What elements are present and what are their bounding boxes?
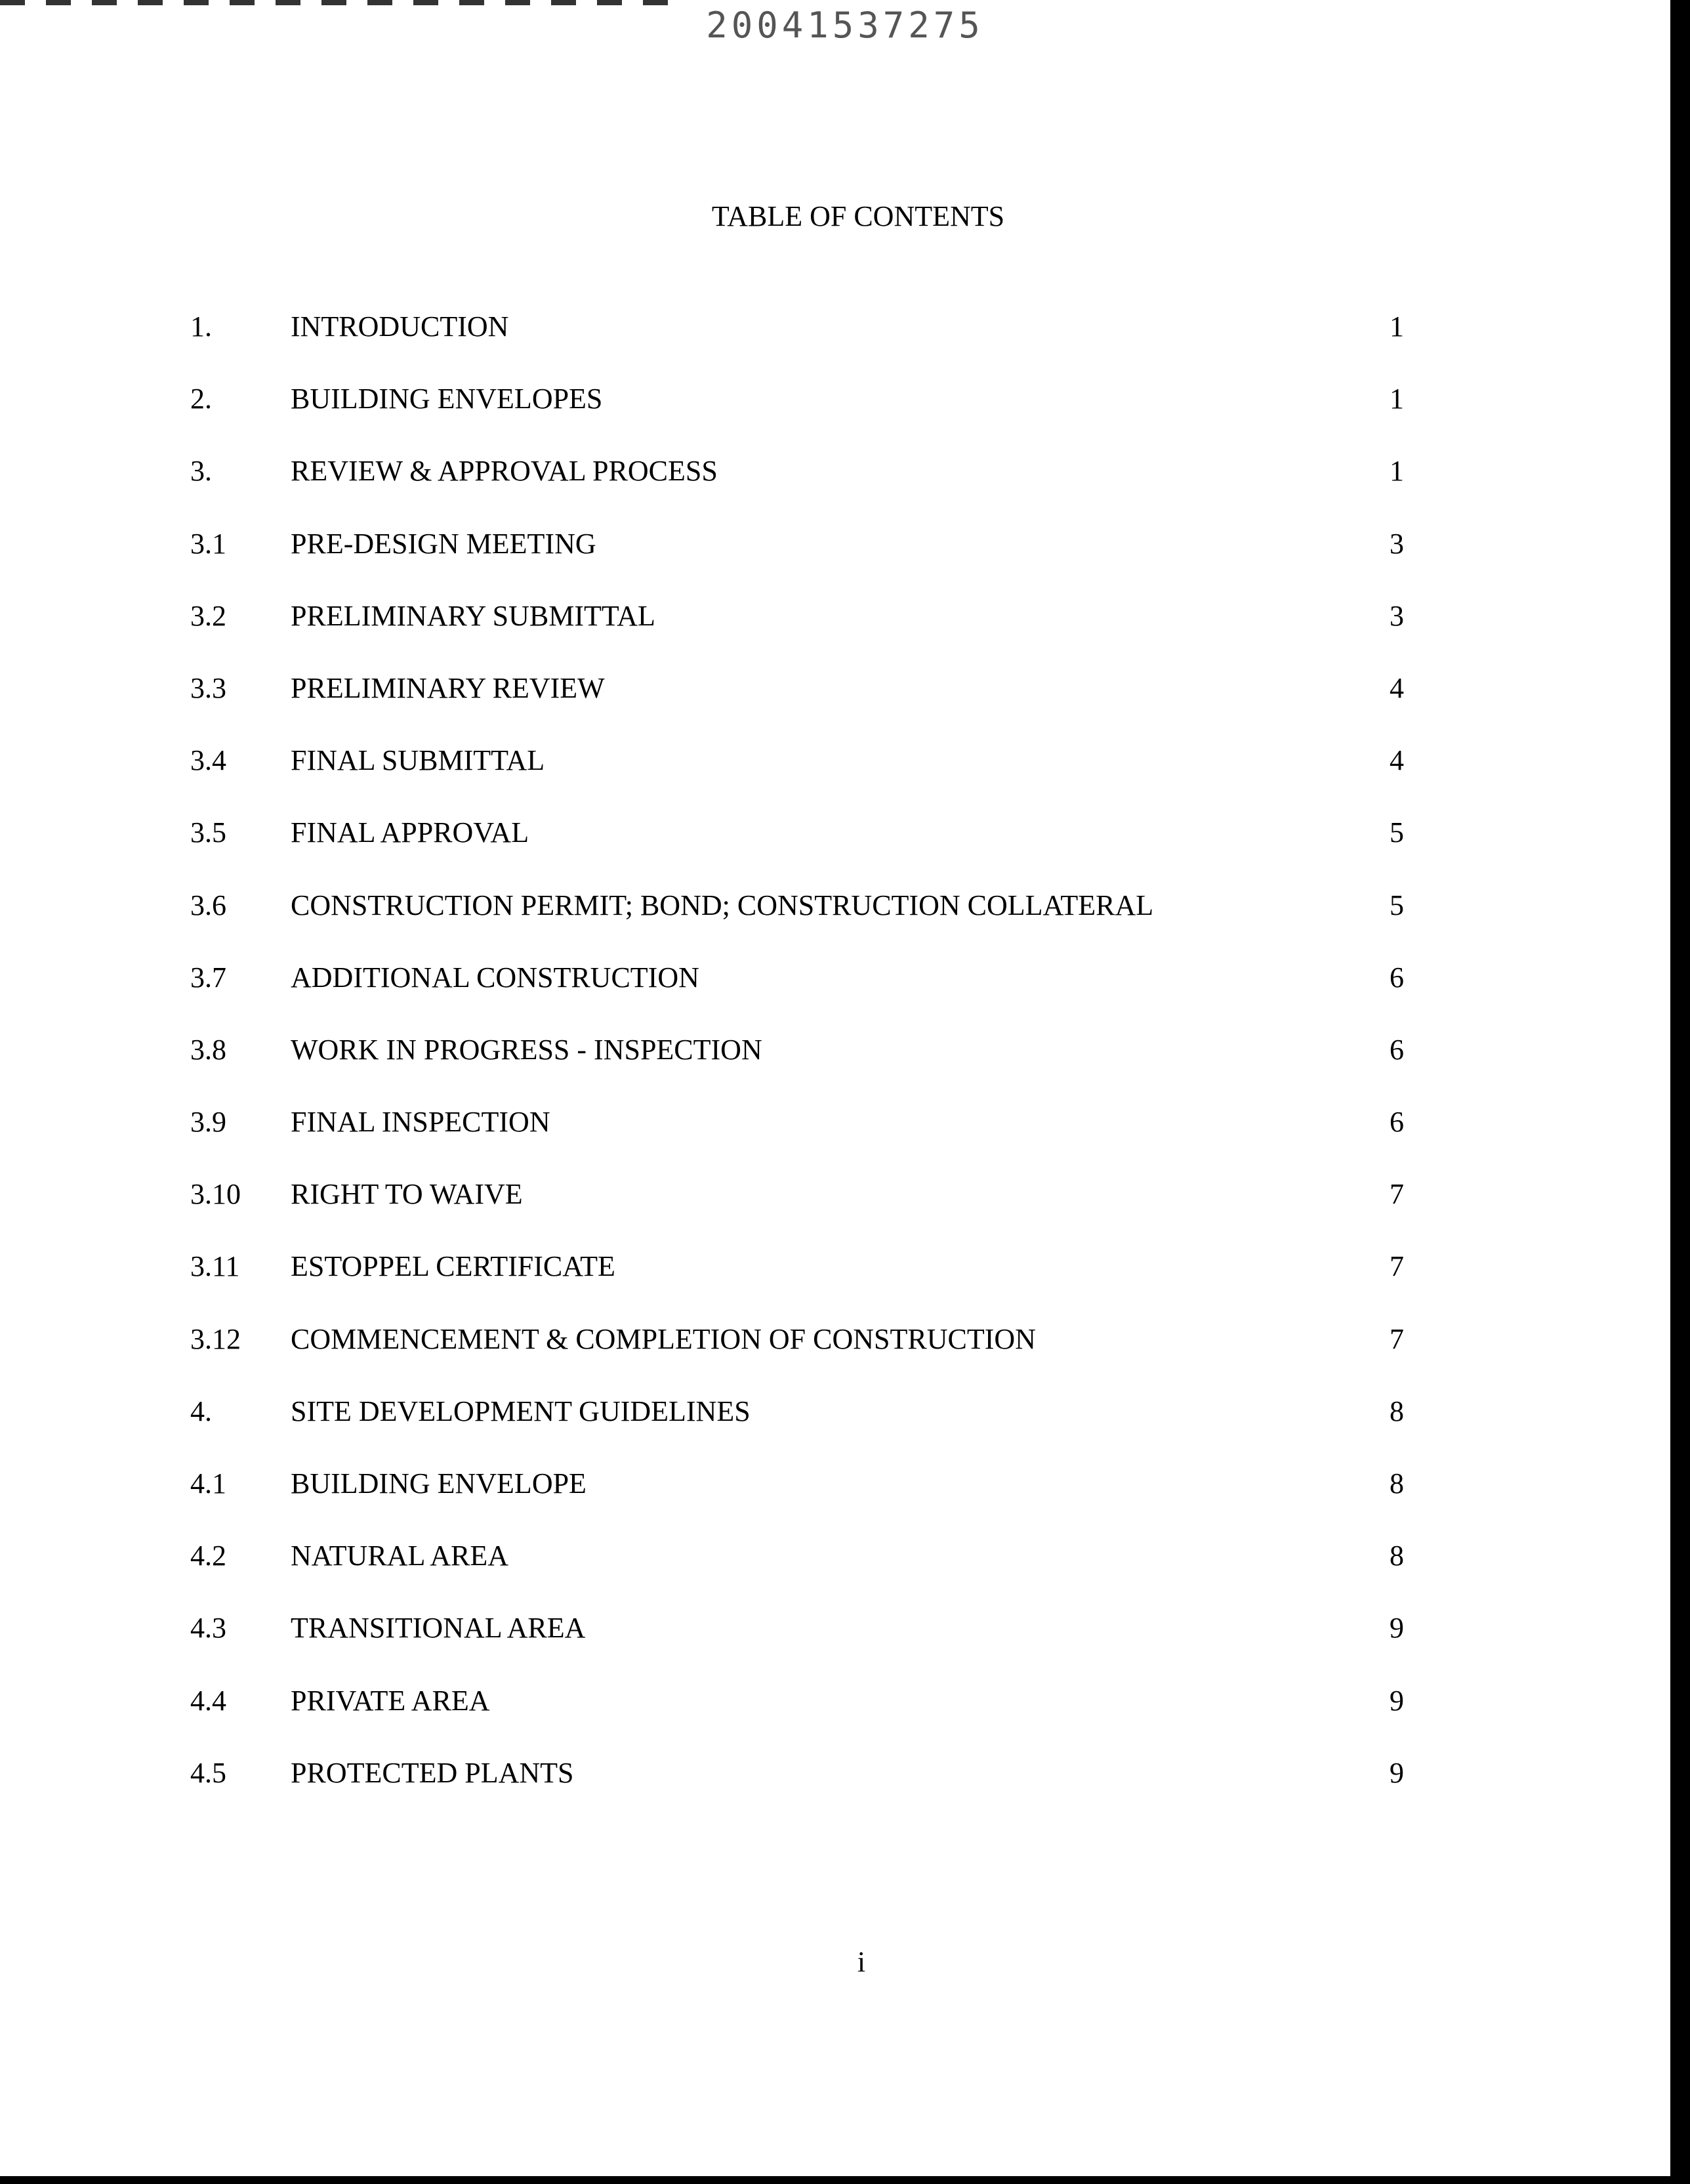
toc-entry-label: SITE DEVELOPMENT GUIDELINES: [291, 1395, 751, 1427]
toc-entry-page: 4: [1390, 744, 1404, 777]
toc-entry-page: 8: [1390, 1395, 1404, 1427]
toc-entry-label: TRANSITIONAL AREA: [291, 1612, 586, 1645]
toc-entry-number: 4.1: [190, 1467, 226, 1500]
toc-entry: [190, 1247, 1404, 1319]
toc-entry: [190, 1030, 1404, 1102]
document-number: 20041537275: [706, 5, 984, 46]
toc-entry-page: 6: [1390, 1106, 1404, 1139]
toc-entry: [190, 1392, 1404, 1464]
toc-entry-number: 3.5: [190, 816, 226, 849]
toc-entry-label: CONSTRUCTION PERMIT; BOND; CONSTRUCTION COLLATERAL: [291, 889, 1154, 921]
toc-entry-number: 4.3: [190, 1612, 226, 1645]
toc-entry-number: 3.8: [190, 1033, 226, 1066]
scan-edge-bottom: [0, 2176, 1690, 2184]
toc-entry-label: WORK IN PROGRESS - INSPECTION: [291, 1033, 762, 1066]
toc-entry: [190, 958, 1404, 1030]
toc-entry-label: PRELIMINARY REVIEW: [291, 671, 605, 704]
toc-entry-label: PRIVATE AREA: [291, 1684, 490, 1717]
toc-entry-number: 4.4: [190, 1684, 226, 1717]
toc-entry-label: ESTOPPEL CERTIFICATE: [291, 1250, 615, 1283]
toc-entry-number: 3.9: [190, 1106, 226, 1139]
toc-entry: [190, 1102, 1404, 1175]
toc-entry-page: 4: [1390, 671, 1404, 704]
toc-entry-label: RIGHT TO WAIVE: [291, 1178, 523, 1211]
toc-entry-number: 3.7: [190, 961, 226, 994]
toc-entry-label: FINAL INSPECTION: [291, 1106, 550, 1139]
toc-entry: [190, 452, 1404, 524]
toc-entry-label: COMMENCEMENT & COMPLETION OF CONSTRUCTION: [291, 1322, 1036, 1355]
toc-entry-page: 3: [1390, 527, 1404, 560]
toc-entry-page: 1: [1390, 455, 1404, 488]
toc-entry-number: 3.10: [190, 1178, 241, 1211]
toc-entry-label: NATURAL AREA: [291, 1540, 509, 1572]
toc-entry-page: 6: [1390, 961, 1404, 994]
toc-entry-number: 4.5: [190, 1756, 226, 1789]
toc-entry-label: PRELIMINARY SUBMITTAL: [291, 599, 655, 632]
toc-entry-page: 7: [1390, 1322, 1404, 1355]
toc-entry: [190, 1175, 1404, 1247]
toc-entry-label: ADDITIONAL CONSTRUCTION: [291, 961, 699, 994]
toc-entry-label: PRE-DESIGN MEETING: [291, 527, 596, 560]
toc-entry: [190, 1681, 1404, 1754]
toc-entry-number: 3.3: [190, 671, 226, 704]
toc-entry: [190, 813, 1404, 885]
toc-entry: [190, 379, 1404, 452]
toc-entry-page: 6: [1390, 1033, 1404, 1066]
toc-entry: [190, 886, 1404, 958]
toc-entry-number: 4.2: [190, 1540, 226, 1572]
toc-entry-page: 7: [1390, 1178, 1404, 1211]
scan-edge-right: [1670, 0, 1690, 2184]
toc-entry-page: 9: [1390, 1756, 1404, 1789]
toc-entry: [190, 1320, 1404, 1392]
table-of-contents: [190, 307, 1404, 1826]
toc-entry-page: 8: [1390, 1467, 1404, 1500]
toc-entry: [190, 1536, 1404, 1608]
toc-entry-label: REVIEW & APPROVAL PROCESS: [291, 455, 718, 488]
toc-entry-page: 9: [1390, 1612, 1404, 1645]
toc-entry: [190, 597, 1404, 669]
toc-entry-number: 3.12: [190, 1322, 241, 1355]
toc-entry-label: BUILDING ENVELOPES: [291, 383, 603, 415]
toc-entry-page: 8: [1390, 1540, 1404, 1572]
toc-entry-number: 3.2: [190, 599, 226, 632]
toc-entry-number: 4.: [190, 1395, 212, 1427]
toc-entry-page: 5: [1390, 816, 1404, 849]
toc-entry-page: 1: [1390, 383, 1404, 415]
toc-entry-label: FINAL SUBMITTAL: [291, 744, 545, 777]
toc-entry: [190, 1464, 1404, 1536]
toc-entry-number: 3.6: [190, 889, 226, 921]
toc-entry-page: 9: [1390, 1684, 1404, 1717]
toc-entry: [190, 1608, 1404, 1681]
toc-entry-page: 7: [1390, 1250, 1404, 1283]
toc-entry: [190, 524, 1404, 597]
toc-entry-label: PROTECTED PLANTS: [291, 1756, 574, 1789]
toc-entry: [190, 741, 1404, 813]
toc-entry: [190, 1754, 1404, 1826]
toc-entry-number: 3.: [190, 455, 212, 488]
toc-entry-label: INTRODUCTION: [291, 310, 509, 343]
toc-entry-page: 3: [1390, 599, 1404, 632]
footer-page-number: i: [857, 1946, 866, 1978]
toc-entry: [190, 307, 1404, 379]
toc-entry-label: BUILDING ENVELOPE: [291, 1467, 587, 1500]
toc-entry: [190, 669, 1404, 741]
toc-entry-number: 2.: [190, 383, 212, 415]
toc-entry-number: 1.: [190, 310, 212, 343]
toc-entry-number: 3.11: [190, 1250, 240, 1283]
toc-entry-page: 1: [1390, 310, 1404, 343]
toc-entry-number: 3.4: [190, 744, 226, 777]
toc-entry-number: 3.1: [190, 527, 226, 560]
toc-entry-page: 5: [1390, 889, 1404, 921]
page-title: TABLE OF CONTENTS: [711, 200, 1005, 232]
toc-entry-label: FINAL APPROVAL: [291, 816, 529, 849]
